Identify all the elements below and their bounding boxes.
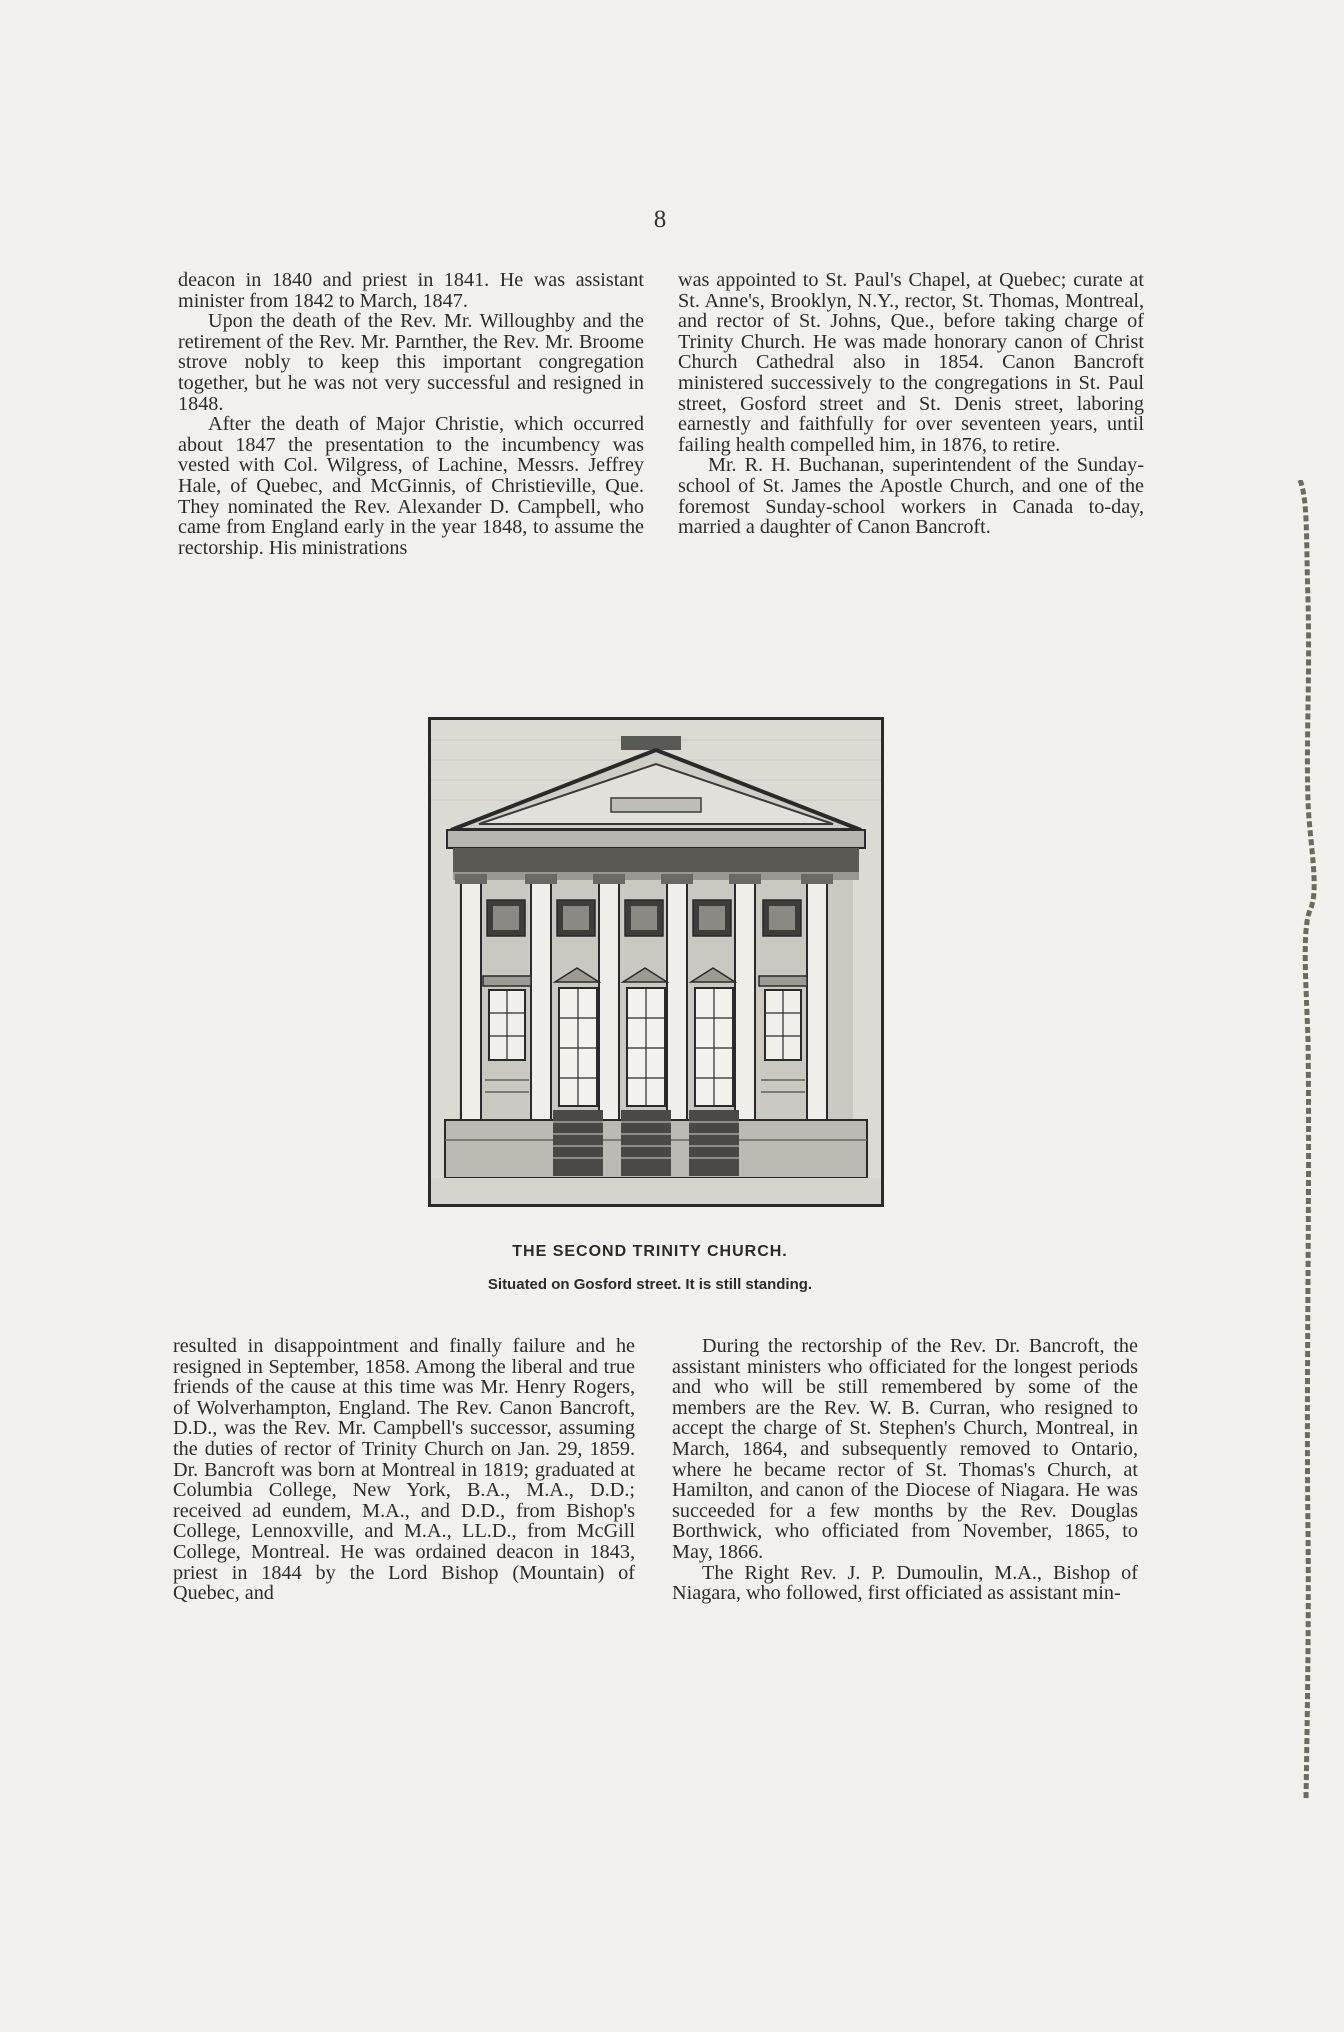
figure-caption-subtitle: Situated on Gosford street. It is still standing. — [487, 1276, 813, 1293]
page-number: 8 — [653, 206, 667, 233]
paragraph: deacon in 1840 and priest in 1841. He was assistant minister from 1842 to March, 1847. — [178, 269, 644, 312]
paragraph: Mr. R. H. Buchanan, superintendent of the Sunday-school of St. James the Apostle Church, and one of the foremost Sunday-school workers in Canada to-day, married a daughter of Canon Bancroft. — [678, 454, 1144, 539]
paragraph: Upon the death of the Rev. Mr. Willoughby and the retirement of the Rev. Mr. Parnther, the Rev. Mr. Broome strove nobly to keep this important congregation together, but he was not very successful and resigned in 1848. — [178, 310, 644, 415]
text-column-top-left — [178, 270, 644, 558]
figure-caption-title: THE SECOND TRINITY CHURCH. — [512, 1243, 788, 1260]
text-column-bottom-right — [672, 1336, 1138, 1604]
church-facade-drawing — [431, 720, 881, 1204]
binding-string — [1292, 480, 1332, 1800]
paragraph: resulted in disappointment and finally failure and he resigned in September, 1858. Among the liberal and true friends of the cause at this time was Mr. Henry Rogers, of Wolverhampton, England. The Rev. Canon Bancroft, D.D., was the Rev. Mr. Campbell's successor, assuming the duties of rector of Trinity Church on Jan. 29, 1859. Dr. Bancroft was born at Montreal in 1819; graduated at Columbia College, New York, B.A., M.A., D.D.; received ad eundem, M.A., and D.D., from Bishop's College, Lennoxville, and M.A., LL.D., from McGill College, Montreal. He was ordained deacon in 1843, priest in 1844 by the Lord Bishop (Mountain) of Quebec, and — [173, 1335, 635, 1605]
text-column-bottom-left — [173, 1336, 635, 1604]
paragraph: was appointed to St. Paul's Chapel, at Quebec; curate at St. Anne's, Brooklyn, N.Y., rector, St. Thomas, Montreal, and rector of St. Johns, Que., before taking charge of Trinity Church. He was made honorary canon of Christ Church Cathedral also in 1854. Canon Bancroft ministered successively to the congregations in St. Paul street, Gosford street and St. Denis street, laboring earnestly and faithfully for over seventeen years, until failing health compelled him, in 1876, to retire. — [678, 269, 1144, 456]
text-column-top-right — [678, 270, 1144, 538]
paragraph: After the death of Major Christie, which occurred about 1847 the presentation to the incumbency was vested with Col. Wilgress, of Lachine, Messrs. Jeffrey Hale, of Quebec, and McGinnis, of Christieville, Que. They nominated the Rev. Alexander D. Campbell, who came from England early in the year 1848, to assume the rectorship. His ministrations — [178, 413, 644, 559]
church-illustration — [428, 717, 884, 1207]
paragraph: During the rectorship of the Rev. Dr. Bancroft, the assistant ministers who officiated for the longest periods and who will be still remembered by some of the members are the Rev. W. B. Curran, who resigned to accept the charge of St. Stephen's Church, Montreal, in March, 1864, and subsequently removed to Ontario, where he became rector of St. Thomas's Church, at Hamilton, and canon of the Diocese of Niagara. He was succeeded for a few months by the Rev. Douglas Borthwick, who officiated from November, 1865, to May, 1866. — [672, 1335, 1138, 1563]
paragraph: The Right Rev. J. P. Dumoulin, M.A., Bishop of Niagara, who followed, first officiated as assistant min- — [672, 1561, 1138, 1605]
